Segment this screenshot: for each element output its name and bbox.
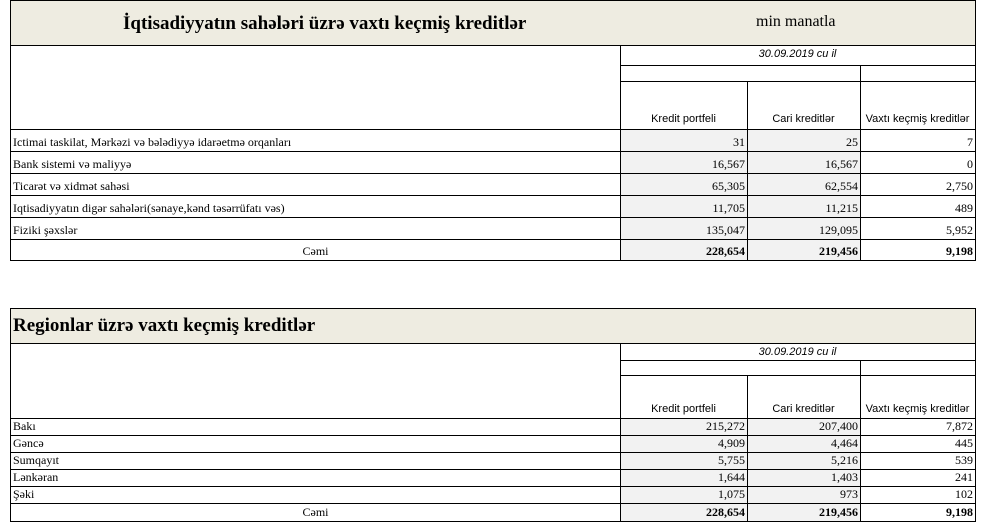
kredit-portfeli-cell: 4,909 [620,436,747,452]
cari-kreditler-cell: 62,554 [747,174,860,195]
total-cari-kreditler: 219,456 [747,240,860,260]
table-row [11,470,975,487]
row-label: Ticarət və xidmət sahəsi [13,179,130,193]
table-header [11,1,975,46]
period-label: 30.09.2019 cu il [758,346,837,358]
vaxti-kecmis-cell: 2,750 [860,174,975,195]
row-label: Bakı [13,419,36,433]
cari-kreditler-cell: 11,215 [747,196,860,217]
table-row [11,487,975,504]
vaxti-kecmis-cell: 7 [860,130,975,151]
row-label: Gəncə [13,436,44,450]
column-header: Vaxtı keçmiş kreditlər [865,113,970,125]
table-row [11,453,975,470]
kredit-portfeli-cell: 5,755 [620,453,747,469]
row-label: Sumqayıt [13,453,60,467]
table-row [11,436,975,453]
vaxti-kecmis-cell: 7,872 [860,419,975,435]
total-label: Cəmi [302,244,329,258]
column-header: Kredit portfeli [651,113,716,125]
cari-kreditler-cell: 16,567 [747,152,860,173]
total-kredit-portfeli: 228,654 [620,504,747,521]
total-label: Cəmi [302,505,329,519]
cari-kreditler-cell: 5,216 [747,453,860,469]
column-header: Cari kreditlər [772,403,835,415]
cari-kreditler-cell: 4,464 [747,436,860,452]
vaxti-kecmis-cell: 5,952 [860,218,975,239]
column-header: Vaxtı keçmiş kreditlər [865,403,970,415]
vaxti-kecmis-cell: 489 [860,196,975,217]
table-row [11,130,975,152]
total-cari-kreditler: 219,456 [747,504,860,521]
vaxti-kecmis-cell: 445 [860,436,975,452]
vaxti-kecmis-cell: 0 [860,152,975,173]
total-kredit-portfeli: 228,654 [620,240,747,260]
column-header: Kredit portfeli [651,403,716,415]
row-label: Fiziki şəxslər [13,223,78,237]
kredit-portfeli-cell: 215,272 [620,419,747,435]
total-row [11,240,975,260]
kredit-portfeli-cell: 1,075 [620,487,747,503]
vaxti-kecmis-cell: 102 [860,487,975,503]
vaxti-kecmis-cell: 539 [860,453,975,469]
table-row [11,152,975,174]
cari-kreditler-cell: 973 [747,487,860,503]
row-label: Lənkəran [13,470,59,484]
kredit-portfeli-cell: 11,705 [620,196,747,217]
row-label: Bank sistemi və maliyyə [13,157,132,171]
kredit-portfeli-cell: 1,644 [620,470,747,486]
cari-kreditler-cell: 129,095 [747,218,860,239]
table-title: İqtisadiyyatın sahələri üzrə vaxtı keçmiş kreditlər [123,13,527,34]
total-row [11,504,975,521]
vaxti-kecmis-cell: 241 [860,470,975,486]
table-title: Regionlar üzrə vaxtı keçmiş kreditlər [13,315,316,336]
table-row [11,419,975,436]
row-label: Ictimai taskilat, Mərkəzi və bələdiyyə idarəetmə orqanları [13,135,292,149]
total-vaxti-kecmis: 9,198 [860,240,975,260]
table-row [11,218,975,240]
total-vaxti-kecmis: 9,198 [860,504,975,521]
kredit-portfeli-cell: 31 [620,130,747,151]
table-row [11,196,975,218]
region-overdue-table [10,308,976,522]
cari-kreditler-cell: 1,403 [747,470,860,486]
row-label: Iqtisadiyyatın digər sahələri(sənaye,kənd təsərrüfatı vəs) [13,201,285,215]
cari-kreditler-cell: 207,400 [747,419,860,435]
kredit-portfeli-cell: 16,567 [620,152,747,173]
table-row [11,174,975,196]
sector-overdue-table [10,0,976,261]
unit-label: min manatla [756,13,836,30]
kredit-portfeli-cell: 135,047 [620,218,747,239]
period-label: 30.09.2019 cu il [758,48,837,60]
row-label: Şəki [13,487,35,501]
column-header: Cari kreditlər [772,113,835,125]
cari-kreditler-cell: 25 [747,130,860,151]
kredit-portfeli-cell: 65,305 [620,174,747,195]
table-header [11,309,975,344]
